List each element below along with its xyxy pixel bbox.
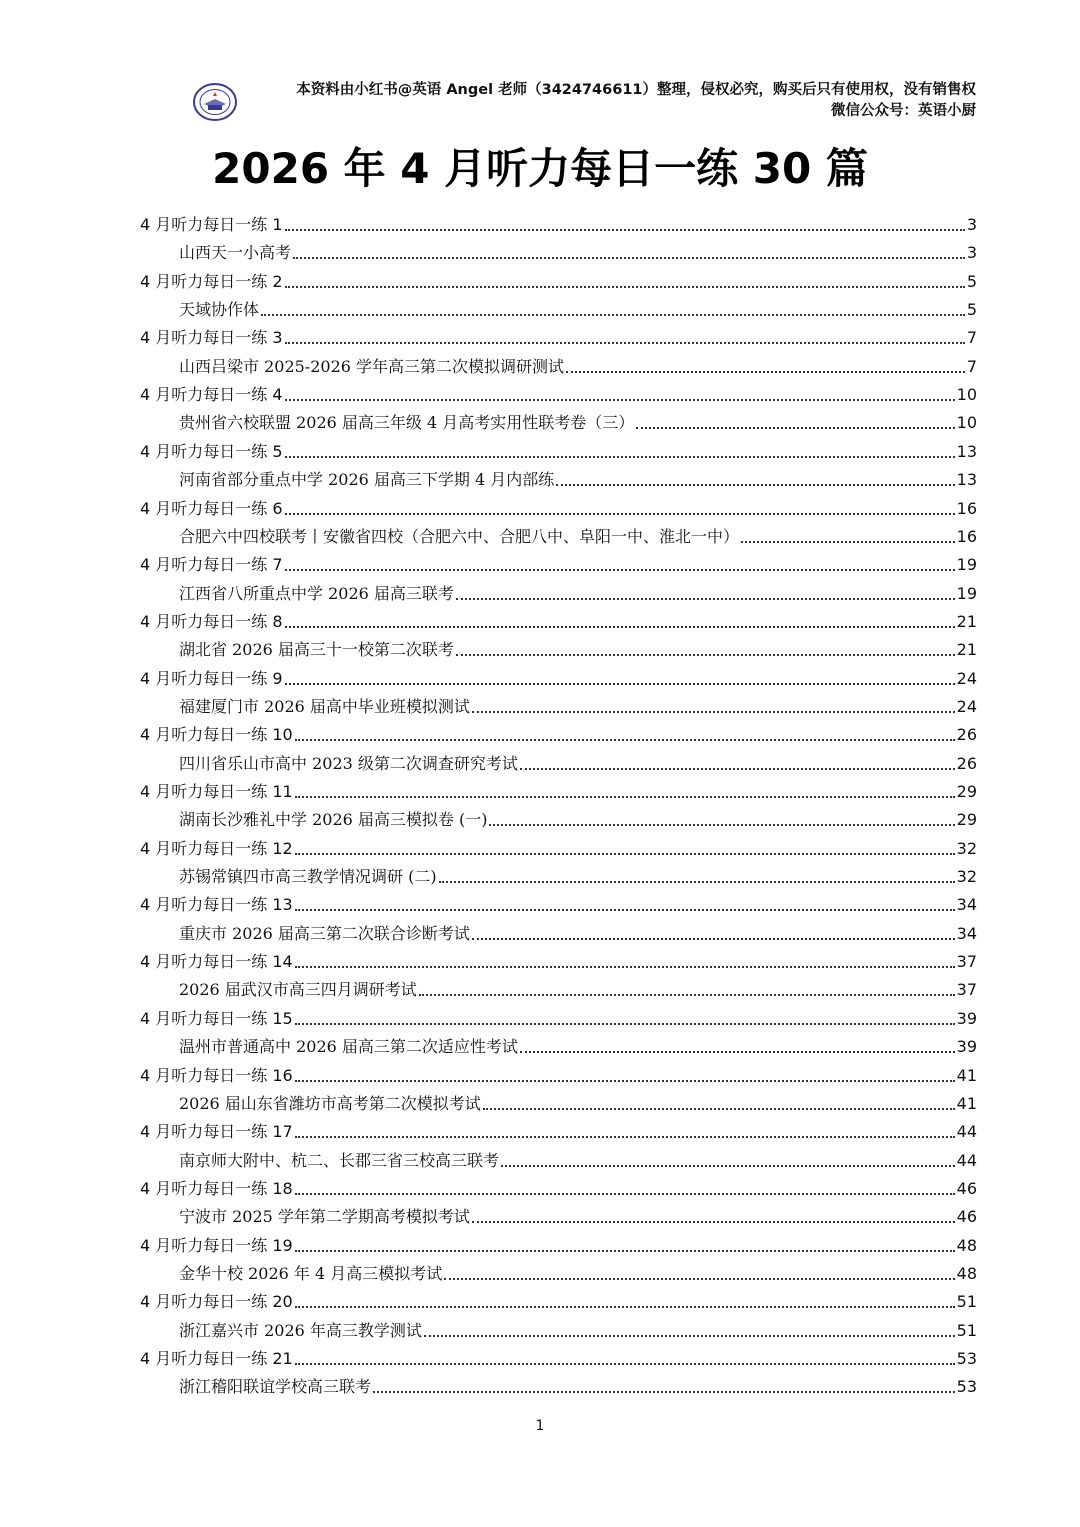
toc-subentry[interactable] [179,747,977,775]
toc-entry[interactable] [140,888,977,916]
toc-entry[interactable] [140,1115,977,1143]
toc-entry-label: 合肥六中四校联考丨安徽省四校（合肥六中、合肥八中、阜阳一中、淮北一中） [179,526,740,546]
toc-entry[interactable] [140,718,977,746]
toc-subentry[interactable] [179,406,977,434]
toc-page-number: 44 [956,1122,977,1142]
toc-page-number: 10 [956,413,977,433]
toc-dot-leader [741,541,955,543]
toc-page-number: 19 [956,555,977,575]
school-seal-icon [192,82,238,122]
toc-entry[interactable] [140,265,977,293]
toc-entry-label: 4 月听力每日一练 17 [140,1122,293,1142]
toc-entry-label: 浙江嘉兴市 2026 年高三教学测试 [179,1320,422,1340]
toc-entry-label: 4 月听力每日一练 10 [140,725,293,745]
toc-entry[interactable] [140,832,977,860]
toc-entry-label: 4 月听力每日一练 20 [140,1292,293,1312]
page-number: 1 [535,1418,545,1434]
toc-page-number: 53 [956,1349,977,1368]
toc-dot-leader [295,796,955,798]
toc-entry-label: 4 月听力每日一练 6 [140,498,283,518]
page-header [0,0,1080,130]
toc-page-number: 10 [956,385,977,405]
toc-entry-label: 4 月听力每日一练 15 [140,1008,293,1028]
toc-entry-label: 4 月听力每日一练 21 [140,1349,293,1368]
toc-dot-leader [472,1221,955,1223]
toc-entry[interactable] [140,492,977,520]
toc-subentry[interactable] [179,860,977,888]
toc-dot-leader [456,654,955,656]
toc-subentry[interactable] [179,1144,977,1172]
toc-entry-label: 山西吕梁市 2025-2026 学年高三第二次模拟调研测试 [179,356,565,376]
toc-subentry[interactable] [179,690,977,718]
toc-entry-label: 金华十校 2026 年 4 月高三模拟考试 [179,1263,443,1283]
toc-entry-label: 2026 届山东省潍坊市高考第二次模拟考试 [179,1093,481,1113]
toc-dot-leader [489,824,954,826]
toc-entry-label: 4 月听力每日一练 16 [140,1065,293,1085]
toc-entry-label: 山西天一小高考 [179,243,292,263]
toc-subentry[interactable] [179,1200,977,1228]
toc-page-number: 7 [966,356,977,376]
toc-dot-leader [295,966,955,968]
wechat-account-line: 微信公众号：英语小厨 [831,103,976,119]
toc-entry-label: 浙江稽阳联谊学校高三联考 [179,1377,372,1397]
toc-entry-label: 4 月听力每日一练 5 [140,441,283,461]
toc-dot-leader [424,1335,955,1337]
toc-page-number: 34 [956,895,977,915]
toc-page-number: 21 [956,640,977,660]
toc-entry-label: 4 月听力每日一练 3 [140,328,283,348]
toc-entry[interactable] [140,548,977,576]
toc-entry-label: 重庆市 2026 届高三第二次联合诊断考试 [179,923,470,943]
toc-entry-label: 2026 届武汉市高三四月调研考试 [179,980,417,1000]
toc-page-number: 39 [956,1008,977,1028]
toc-subentry[interactable] [179,1257,977,1285]
toc-page-number: 29 [956,810,977,830]
toc-entry[interactable] [140,775,977,803]
toc-dot-leader [501,1165,955,1167]
toc-entry-label: 天域协作体 [179,300,260,320]
toc-dot-leader [456,598,955,600]
toc-entry-label: 4 月听力每日一练 2 [140,271,283,291]
toc-page-number: 3 [966,243,977,263]
toc-page-number: 16 [956,498,977,518]
toc-page-number: 48 [956,1263,977,1283]
toc-page-number: 41 [956,1093,977,1113]
toc-page-number: 34 [956,923,977,943]
toc-dot-leader [419,994,955,996]
toc-page-number: 51 [956,1320,977,1340]
toc-subentry[interactable] [179,1030,977,1058]
toc-subentry[interactable] [179,463,977,491]
toc-page-number: 24 [956,696,977,716]
toc-subentry[interactable] [179,520,977,548]
toc-dot-leader [285,626,955,628]
toc-dot-leader [636,427,954,429]
toc-entry-label: 4 月听力每日一练 12 [140,838,293,858]
toc-page-number: 48 [956,1235,977,1255]
toc-dot-leader [472,938,955,940]
toc-dot-leader [295,739,955,741]
toc-entry[interactable] [140,321,977,349]
toc-page-number: 24 [956,668,977,688]
toc-entry-label: 4 月听力每日一练 8 [140,611,283,631]
toc-dot-leader [295,909,955,911]
toc-subentry[interactable] [179,633,977,661]
toc-entry-label: 4 月听力每日一练 9 [140,668,283,688]
toc-page-number: 51 [956,1292,977,1312]
toc-subentry[interactable] [179,1370,977,1398]
toc-entry-label: 4 月听力每日一练 4 [140,385,283,405]
toc-subentry[interactable] [179,973,977,1001]
toc-entry[interactable] [140,662,977,690]
toc-page-number: 13 [956,441,977,461]
toc-entry[interactable] [140,605,977,633]
toc-entry[interactable] [140,1172,977,1200]
toc-page-number: 37 [956,952,977,972]
toc-dot-leader [472,711,955,713]
toc-entry[interactable] [140,208,977,236]
toc-page-number: 39 [956,1037,977,1057]
toc-entry-label: 南京师大附中、杭二、长郡三省三校高三联考 [179,1150,500,1170]
toc-subentry[interactable] [179,577,977,605]
toc-dot-leader [520,1051,955,1053]
toc-dot-leader [285,229,965,231]
toc-dot-leader [293,257,965,259]
toc-page-number: 32 [956,838,977,858]
toc-dot-leader [285,456,955,458]
toc-entry-label: 4 月听力每日一练 1 [140,215,283,234]
toc-page-number: 5 [966,271,977,291]
toc-dot-leader [285,286,965,288]
toc-dot-leader [444,1278,954,1280]
toc-dot-leader [295,1306,955,1308]
toc-page-number: 3 [966,215,977,234]
toc-entry-label: 4 月听力每日一练 11 [140,782,293,801]
toc-page-number: 32 [956,867,977,887]
toc-entry-label: 贵州省六校联盟 2026 届高三年级 4 月高考实用性联考卷（三） [179,413,635,433]
toc-entry-label: 4 月听力每日一练 13 [140,895,293,915]
toc-entry-label: 4 月听力每日一练 14 [140,952,293,972]
toc-subentry[interactable] [179,350,977,378]
toc-dot-leader [295,1080,955,1082]
toc-dot-leader [566,371,965,373]
toc-dot-leader [285,342,965,344]
toc-dot-leader [520,768,955,770]
toc-dot-leader [295,1363,955,1365]
toc-subentry[interactable] [179,1087,977,1115]
toc-page-number: 13 [956,470,977,490]
toc-subentry[interactable] [179,293,977,321]
toc-page-number: 26 [956,753,977,773]
toc-subentry[interactable] [179,236,977,264]
toc-dot-leader [556,484,954,486]
toc-entry-label: 4 月听力每日一练 7 [140,555,283,575]
toc-page-number: 26 [956,725,977,745]
toc-entry-label: 温州市普通高中 2026 届高三第二次适应性考试 [179,1037,518,1057]
toc-entry[interactable] [140,1229,977,1257]
toc-entry[interactable] [140,1342,977,1370]
toc-dot-leader [261,314,965,316]
toc-entry-label: 4 月听力每日一练 18 [140,1178,293,1198]
toc-dot-leader [285,513,955,515]
copyright-notice [296,80,976,122]
toc-entry-label: 湖北省 2026 届高三十一校第二次联考 [179,640,454,660]
toc-dot-leader [439,881,955,883]
toc-dot-leader [295,1136,955,1138]
toc-dot-leader [285,683,955,685]
toc-page-number: 21 [956,611,977,631]
toc-entry-label: 湖南长沙雅礼中学 2026 届高三模拟卷 (一) [179,810,488,830]
toc-page-number: 44 [956,1150,977,1170]
toc-entry-label: 宁波市 2025 学年第二学期高考模拟考试 [179,1207,470,1227]
toc-page-number: 46 [956,1207,977,1227]
toc-entry-label: 四川省乐山市高中 2023 级第二次调查研究考试 [179,753,518,773]
toc-entry[interactable] [140,945,977,973]
toc-dot-leader [373,1391,955,1393]
toc-page-number: 46 [956,1178,977,1198]
toc-entry-label: 江西省八所重点中学 2026 届高三联考 [179,583,454,603]
toc-entry[interactable] [140,1002,977,1030]
toc-page-number: 5 [966,300,977,320]
toc-page-number: 53 [956,1377,977,1397]
toc-dot-leader [285,399,955,401]
toc-page-number: 29 [956,782,977,801]
toc-entry[interactable] [140,378,977,406]
toc-entry[interactable] [140,1285,977,1313]
toc-page-number: 41 [956,1065,977,1085]
toc-entry-label: 河南省部分重点中学 2026 届高三下学期 4 月内部练 [179,470,555,490]
toc-entry[interactable] [140,435,977,463]
toc-entry-label: 4 月听力每日一练 19 [140,1235,293,1255]
copyright-line: 本资料由小红书@英语 Angel 老师（3424746611）整理，侵权必究，购买后只有使用权，没有销售权 [296,82,976,98]
document-title: 2026 年 4 月听力每日一练 30 篇 [212,144,868,193]
toc-dot-leader [295,853,955,855]
toc-page-number: 19 [956,583,977,603]
toc-entry[interactable] [140,1059,977,1087]
toc-dot-leader [483,1108,955,1110]
toc-page-number: 7 [966,328,977,348]
toc-page-number: 16 [956,526,977,546]
toc-entry-label: 福建厦门市 2026 届高中毕业班模拟测试 [179,696,470,716]
toc-page-number: 37 [956,980,977,1000]
toc-dot-leader [295,1193,955,1195]
toc-dot-leader [295,1023,955,1025]
toc-subentry[interactable] [179,917,977,945]
toc-subentry[interactable] [179,803,977,831]
toc-subentry[interactable] [179,1314,977,1342]
toc-dot-leader [285,569,955,571]
toc-dot-leader [295,1250,955,1252]
toc-entry-label: 苏锡常镇四市高三教学情况调研 (二) [179,867,437,887]
